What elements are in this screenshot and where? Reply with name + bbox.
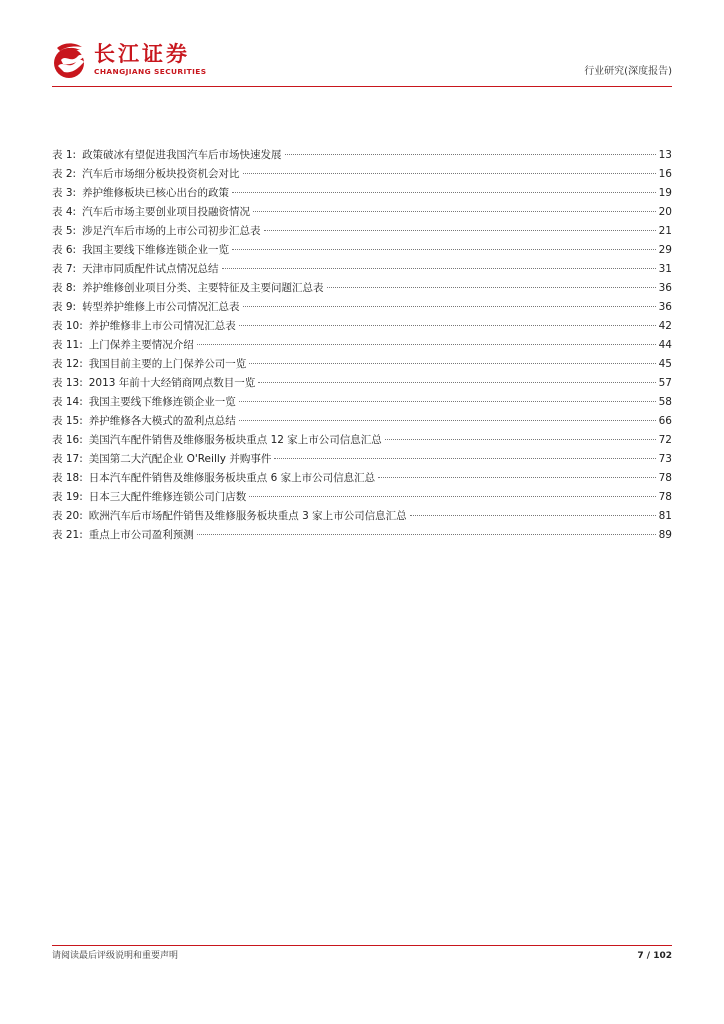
toc-entry-title: 养护维修板块已核心出台的政策 [82, 187, 230, 199]
header-divider [52, 86, 672, 87]
toc-entry-label: 表 21: [52, 529, 83, 541]
toc-entry-page: 89 [658, 529, 672, 541]
page-number: 7 / 102 [637, 951, 672, 961]
toc-entry-title: 涉足汽车后市场的上市公司初步汇总表 [82, 225, 261, 237]
toc-leader-dots [197, 344, 656, 345]
toc-entry-label: 表 13: [52, 377, 83, 389]
toc-entry-page: 78 [658, 472, 672, 484]
toc-entry-page: 31 [658, 263, 672, 275]
toc-entry[interactable] [52, 374, 672, 393]
toc-entry-label: 表 11: [52, 339, 83, 351]
toc-entry-label: 表 4: [52, 206, 77, 218]
toc-leader-dots [258, 382, 655, 383]
page-header [52, 40, 672, 86]
toc-entry-title: 重点上市公司盈利预测 [88, 529, 194, 541]
toc-leader-dots [410, 515, 656, 516]
toc-leader-dots [385, 439, 656, 440]
toc-leader-dots [232, 192, 656, 193]
toc-entry[interactable] [52, 298, 672, 317]
toc-entry[interactable] [52, 393, 672, 412]
changjiang-logo-icon [52, 40, 88, 80]
toc-leader-dots [285, 154, 656, 155]
toc-entry-page: 19 [658, 187, 672, 199]
toc-entry-title: 政策破冰有望促进我国汽车后市场快速发展 [82, 149, 282, 161]
toc-leader-dots [232, 249, 656, 250]
toc-entry[interactable] [52, 165, 672, 184]
toc-entry-title: 日本汽车配件销售及维修服务板块重点 6 家上市公司信息汇总 [88, 472, 376, 484]
toc-leader-dots [327, 287, 656, 288]
toc-entry-page: 21 [658, 225, 672, 237]
toc-entry-title: 天津市同质配件试点情况总结 [82, 263, 219, 275]
toc-entry-title: 养护维修非上市公司情况汇总表 [88, 320, 236, 332]
toc-entry-label: 表 18: [52, 472, 83, 484]
toc-entry-label: 表 1: [52, 149, 77, 161]
toc-entry[interactable] [52, 222, 672, 241]
toc-entry[interactable] [52, 336, 672, 355]
toc-entry[interactable] [52, 146, 672, 165]
toc-entry-title: 我国主要线下维修连锁企业一览 [88, 396, 236, 408]
toc-entry-title: 养护维修创业项目分类、主要特征及主要问题汇总表 [82, 282, 324, 294]
toc-leader-dots [243, 173, 656, 174]
toc-entry-title: 转型养护维修上市公司情况汇总表 [82, 301, 240, 313]
toc-entry-title: 美国第二大汽配企业 O'Reilly 并购事件 [88, 453, 272, 465]
toc-entry-label: 表 2: [52, 168, 77, 180]
toc-entry-page: 36 [658, 282, 672, 294]
toc-entry-page: 45 [658, 358, 672, 370]
table-of-figures [52, 146, 672, 545]
footer-disclaimer: 请阅读最后评级说明和重要声明 [52, 951, 179, 961]
toc-leader-dots [249, 363, 655, 364]
toc-entry-label: 表 19: [52, 491, 83, 503]
toc-entry-title: 汽车后市场主要创业项目投融资情况 [82, 206, 251, 218]
toc-entry-label: 表 6: [52, 244, 77, 256]
toc-leader-dots [239, 325, 656, 326]
toc-entry-label: 表 14: [52, 396, 83, 408]
toc-entry-label: 表 20: [52, 510, 83, 522]
toc-leader-dots [239, 420, 656, 421]
toc-entry-page: 36 [658, 301, 672, 313]
toc-entry[interactable] [52, 203, 672, 222]
toc-entry[interactable] [52, 355, 672, 374]
toc-entry[interactable] [52, 241, 672, 260]
toc-entry[interactable] [52, 507, 672, 526]
toc-entry-label: 表 16: [52, 434, 83, 446]
toc-entry-page: 57 [658, 377, 672, 389]
toc-leader-dots [239, 401, 656, 402]
report-type: 行业研究(深度报告) [584, 66, 672, 77]
toc-entry-label: 表 17: [52, 453, 83, 465]
toc-entry[interactable] [52, 469, 672, 488]
toc-entry-page: 44 [658, 339, 672, 351]
toc-leader-dots [264, 230, 656, 231]
toc-entry-label: 表 10: [52, 320, 83, 332]
toc-entry-title: 养护维修各大模式的盈利点总结 [88, 415, 236, 427]
toc-entry-page: 58 [658, 396, 672, 408]
toc-entry-title: 2013 年前十大经销商网点数目一览 [88, 377, 256, 389]
toc-entry-page: 13 [658, 149, 672, 161]
toc-entry[interactable] [52, 450, 672, 469]
toc-leader-dots [378, 477, 656, 478]
toc-entry-label: 表 5: [52, 225, 77, 237]
toc-entry-title: 上门保养主要情况介绍 [88, 339, 194, 351]
toc-entry-title: 美国汽车配件销售及维修服务板块重点 12 家上市公司信息汇总 [88, 434, 382, 446]
toc-entry-label: 表 3: [52, 187, 77, 199]
toc-entry-label: 表 12: [52, 358, 83, 370]
toc-entry[interactable] [52, 279, 672, 298]
toc-entry-page: 20 [658, 206, 672, 218]
logo-chinese-name: 长江证券 [94, 42, 190, 66]
toc-entry[interactable] [52, 431, 672, 450]
toc-leader-dots [243, 306, 656, 307]
toc-entry[interactable] [52, 412, 672, 431]
toc-entry-title: 我国目前主要的上门保养公司一览 [88, 358, 247, 370]
toc-entry-page: 78 [658, 491, 672, 503]
toc-entry-page: 73 [658, 453, 672, 465]
toc-entry-page: 42 [658, 320, 672, 332]
footer-divider [52, 945, 672, 946]
toc-entry[interactable] [52, 184, 672, 203]
toc-entry-page: 72 [658, 434, 672, 446]
logo-english-name: CHANGJIANG SECURITIES [94, 67, 207, 76]
toc-entry[interactable] [52, 488, 672, 507]
toc-leader-dots [197, 534, 656, 535]
toc-entry-title: 欧洲汽车后市场配件销售及维修服务板块重点 3 家上市公司信息汇总 [88, 510, 407, 522]
toc-leader-dots [253, 211, 656, 212]
toc-entry-title: 日本三大配件维修连锁公司门店数 [88, 491, 247, 503]
toc-entry-page: 66 [658, 415, 672, 427]
toc-entry-title: 汽车后市场细分板块投资机会对比 [82, 168, 240, 180]
toc-entry-label: 表 7: [52, 263, 77, 275]
toc-entry-label: 表 9: [52, 301, 77, 313]
toc-entry[interactable] [52, 317, 672, 336]
toc-entry-title: 我国主要线下维修连锁企业一览 [82, 244, 230, 256]
toc-entry-label: 表 15: [52, 415, 83, 427]
toc-entry-page: 81 [658, 510, 672, 522]
toc-entry[interactable] [52, 260, 672, 279]
toc-leader-dots [222, 268, 656, 269]
toc-entry-page: 16 [658, 168, 672, 180]
toc-entry-page: 29 [658, 244, 672, 256]
toc-entry-label: 表 8: [52, 282, 77, 294]
toc-leader-dots [249, 496, 655, 497]
toc-entry[interactable] [52, 526, 672, 545]
toc-leader-dots [274, 458, 655, 459]
